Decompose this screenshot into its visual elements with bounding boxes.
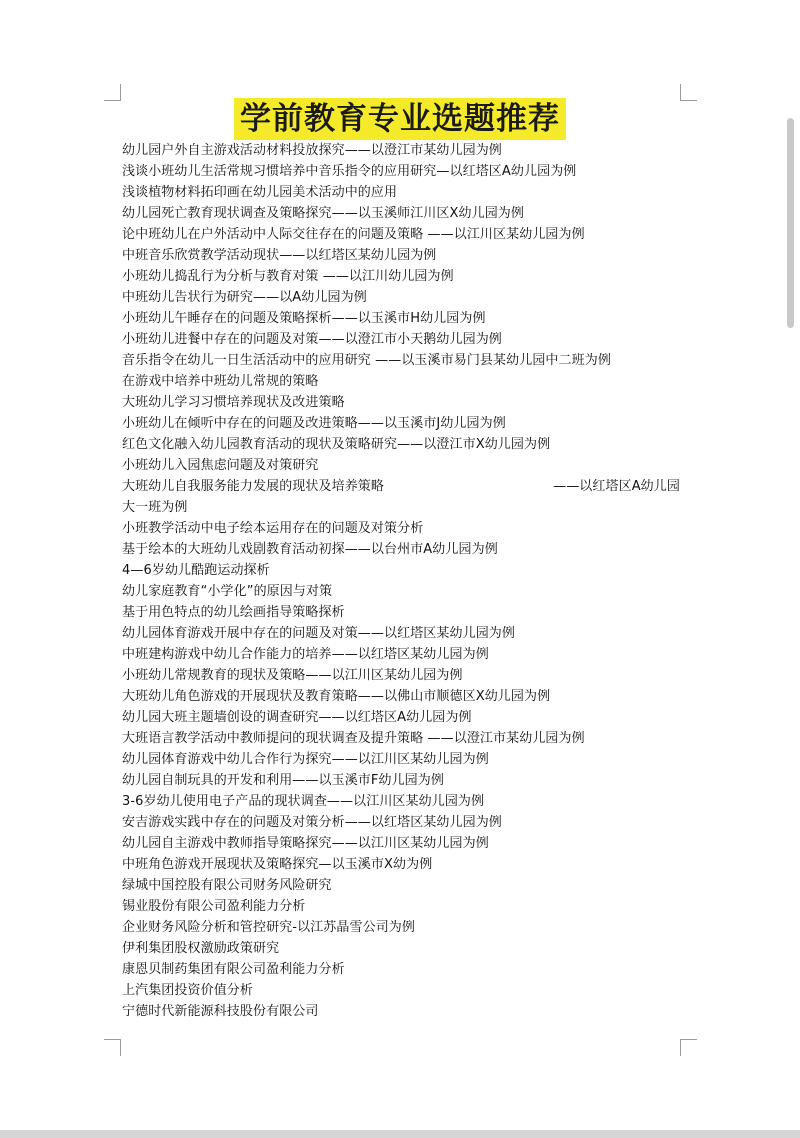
list-item: 3-6岁幼儿使用电子产品的现状调查——以江川区某幼儿园为例 — [122, 794, 485, 809]
list-item-split — [122, 476, 680, 497]
list-item: 上汽集团投资价值分析 — [122, 983, 254, 998]
list-item: 浅谈植物材料拓印画在幼儿园美术活动中的应用 — [122, 185, 398, 200]
list-item: 幼儿家庭教育“小学化”的原因与对策 — [122, 584, 333, 599]
list-item: 小班幼儿捣乱行为分析与教育对策 ——以江川幼儿园为例 — [122, 269, 454, 284]
list-item: 4—6岁幼儿酷跑运动探析 — [122, 563, 270, 578]
list-item-left: 大班幼儿自我服务能力发展的现状及培养策略 — [122, 479, 385, 494]
list-item: 幼儿园体育游戏中幼儿合作行为探究——以江川区某幼儿园为例 — [122, 752, 489, 767]
list-item: 幼儿园自制玩具的开发和利用——以玉溪市F幼儿园为例 — [122, 773, 444, 788]
list-item: 中班音乐欣赏教学活动现状——以红塔区某幼儿园为例 — [122, 248, 437, 263]
list-item: 幼儿园死亡教育现状调查及策略探究——以玉溪师江川区X幼儿园为例 — [122, 206, 525, 221]
list-item: 中班建构游戏中幼儿合作能力的培养——以红塔区某幼儿园为例 — [122, 647, 489, 662]
list-item: 小班幼儿午睡存在的问题及策略探析——以玉溪市H幼儿园为例 — [122, 311, 486, 326]
page-title: 学前教育专业选题推荐 — [234, 98, 566, 140]
list-item: 基于绘本的大班幼儿戏剧教育活动初探——以台州市A幼儿园为例 — [122, 542, 498, 557]
list-item: 基于用色特点的幼儿绘画指导策略探析 — [122, 605, 345, 620]
list-item-right: ——以红塔区A幼儿园 — [553, 479, 680, 494]
list-item: 中班角色游戏开展现状及策略探究—以玉溪市X幼为例 — [122, 857, 433, 872]
list-item: 论中班幼儿在户外活动中人际交往存在的问题及策略 ——以江川区某幼儿园为例 — [122, 227, 585, 242]
crop-mark-bottom-right — [680, 1039, 697, 1056]
list-item: 伊利集团股权激励政策研究 — [122, 941, 280, 956]
list-item: 大班语言教学活动中教师提问的现状调查及提升策略 ——以澄江市某幼儿园为例 — [122, 731, 585, 746]
list-item: 安吉游戏实践中存在的问题及对策分析——以红塔区某幼儿园为例 — [122, 815, 502, 830]
list-item: 康恩贝制药集团有限公司盈利能力分析 — [122, 962, 345, 977]
list-item: 红色文化融入幼儿园教育活动的现状及策略研究——以澄江市X幼儿园为例 — [122, 437, 551, 452]
list-item: 幼儿园自主游戏中教师指导策略探究——以江川区某幼儿园为例 — [122, 836, 489, 851]
list-item: 锡业股份有限公司盈利能力分析 — [122, 899, 306, 914]
list-item: 幼儿园大班主题墙创设的调查研究——以红塔区A幼儿园为例 — [122, 710, 472, 725]
bottom-edge — [0, 1130, 800, 1138]
list-item: 小班幼儿入园焦虑问题及对策研究 — [122, 458, 319, 473]
list-item: 在游戏中培养中班幼儿常规的策略 — [122, 374, 319, 389]
vertical-scrollbar[interactable] — [787, 118, 794, 328]
topic-list — [122, 140, 692, 1022]
crop-mark-bottom-left — [104, 1039, 121, 1056]
list-item: 幼儿园户外自主游戏活动材料投放探究——以澄江市某幼儿园为例 — [122, 143, 502, 158]
list-item: 企业财务风险分析和管控研究-以江苏晶雪公司为例 — [122, 920, 415, 935]
title-area — [0, 98, 800, 140]
list-item-continuation: 大一班为例 — [122, 500, 188, 515]
list-item: 小班教学活动中电子绘本运用存在的问题及对策分析 — [122, 521, 424, 536]
list-item: 幼儿园体育游戏开展中存在的问题及对策——以红塔区某幼儿园为例 — [122, 626, 516, 641]
list-item: 音乐指令在幼儿一日生活活动中的应用研究 ——以玉溪市易门县某幼儿园中二班为例 — [122, 353, 611, 368]
list-item: 小班幼儿进餐中存在的问题及对策——以澄江市小天鹅幼儿园为例 — [122, 332, 502, 347]
list-item: 浅谈小班幼儿生活常规习惯培养中音乐指令的应用研究—以红塔区A幼儿园为例 — [122, 164, 577, 179]
list-item: 中班幼儿告状行为研究——以A幼儿园为例 — [122, 290, 367, 305]
list-item: 绿城中国控股有限公司财务风险研究 — [122, 878, 332, 893]
list-item: 大班幼儿角色游戏的开展现状及教育策略——以佛山市顺德区X幼儿园为例 — [122, 689, 551, 704]
list-item: 宁德时代新能源科技股份有限公司 — [122, 1004, 319, 1019]
list-item: 小班幼儿常规教育的现状及策略——以江川区某幼儿园为例 — [122, 668, 463, 683]
list-item: 小班幼儿在倾听中存在的问题及改进策略——以玉溪市J幼儿园为例 — [122, 416, 506, 431]
list-item: 大班幼儿学习习惯培养现状及改进策略 — [122, 395, 345, 410]
